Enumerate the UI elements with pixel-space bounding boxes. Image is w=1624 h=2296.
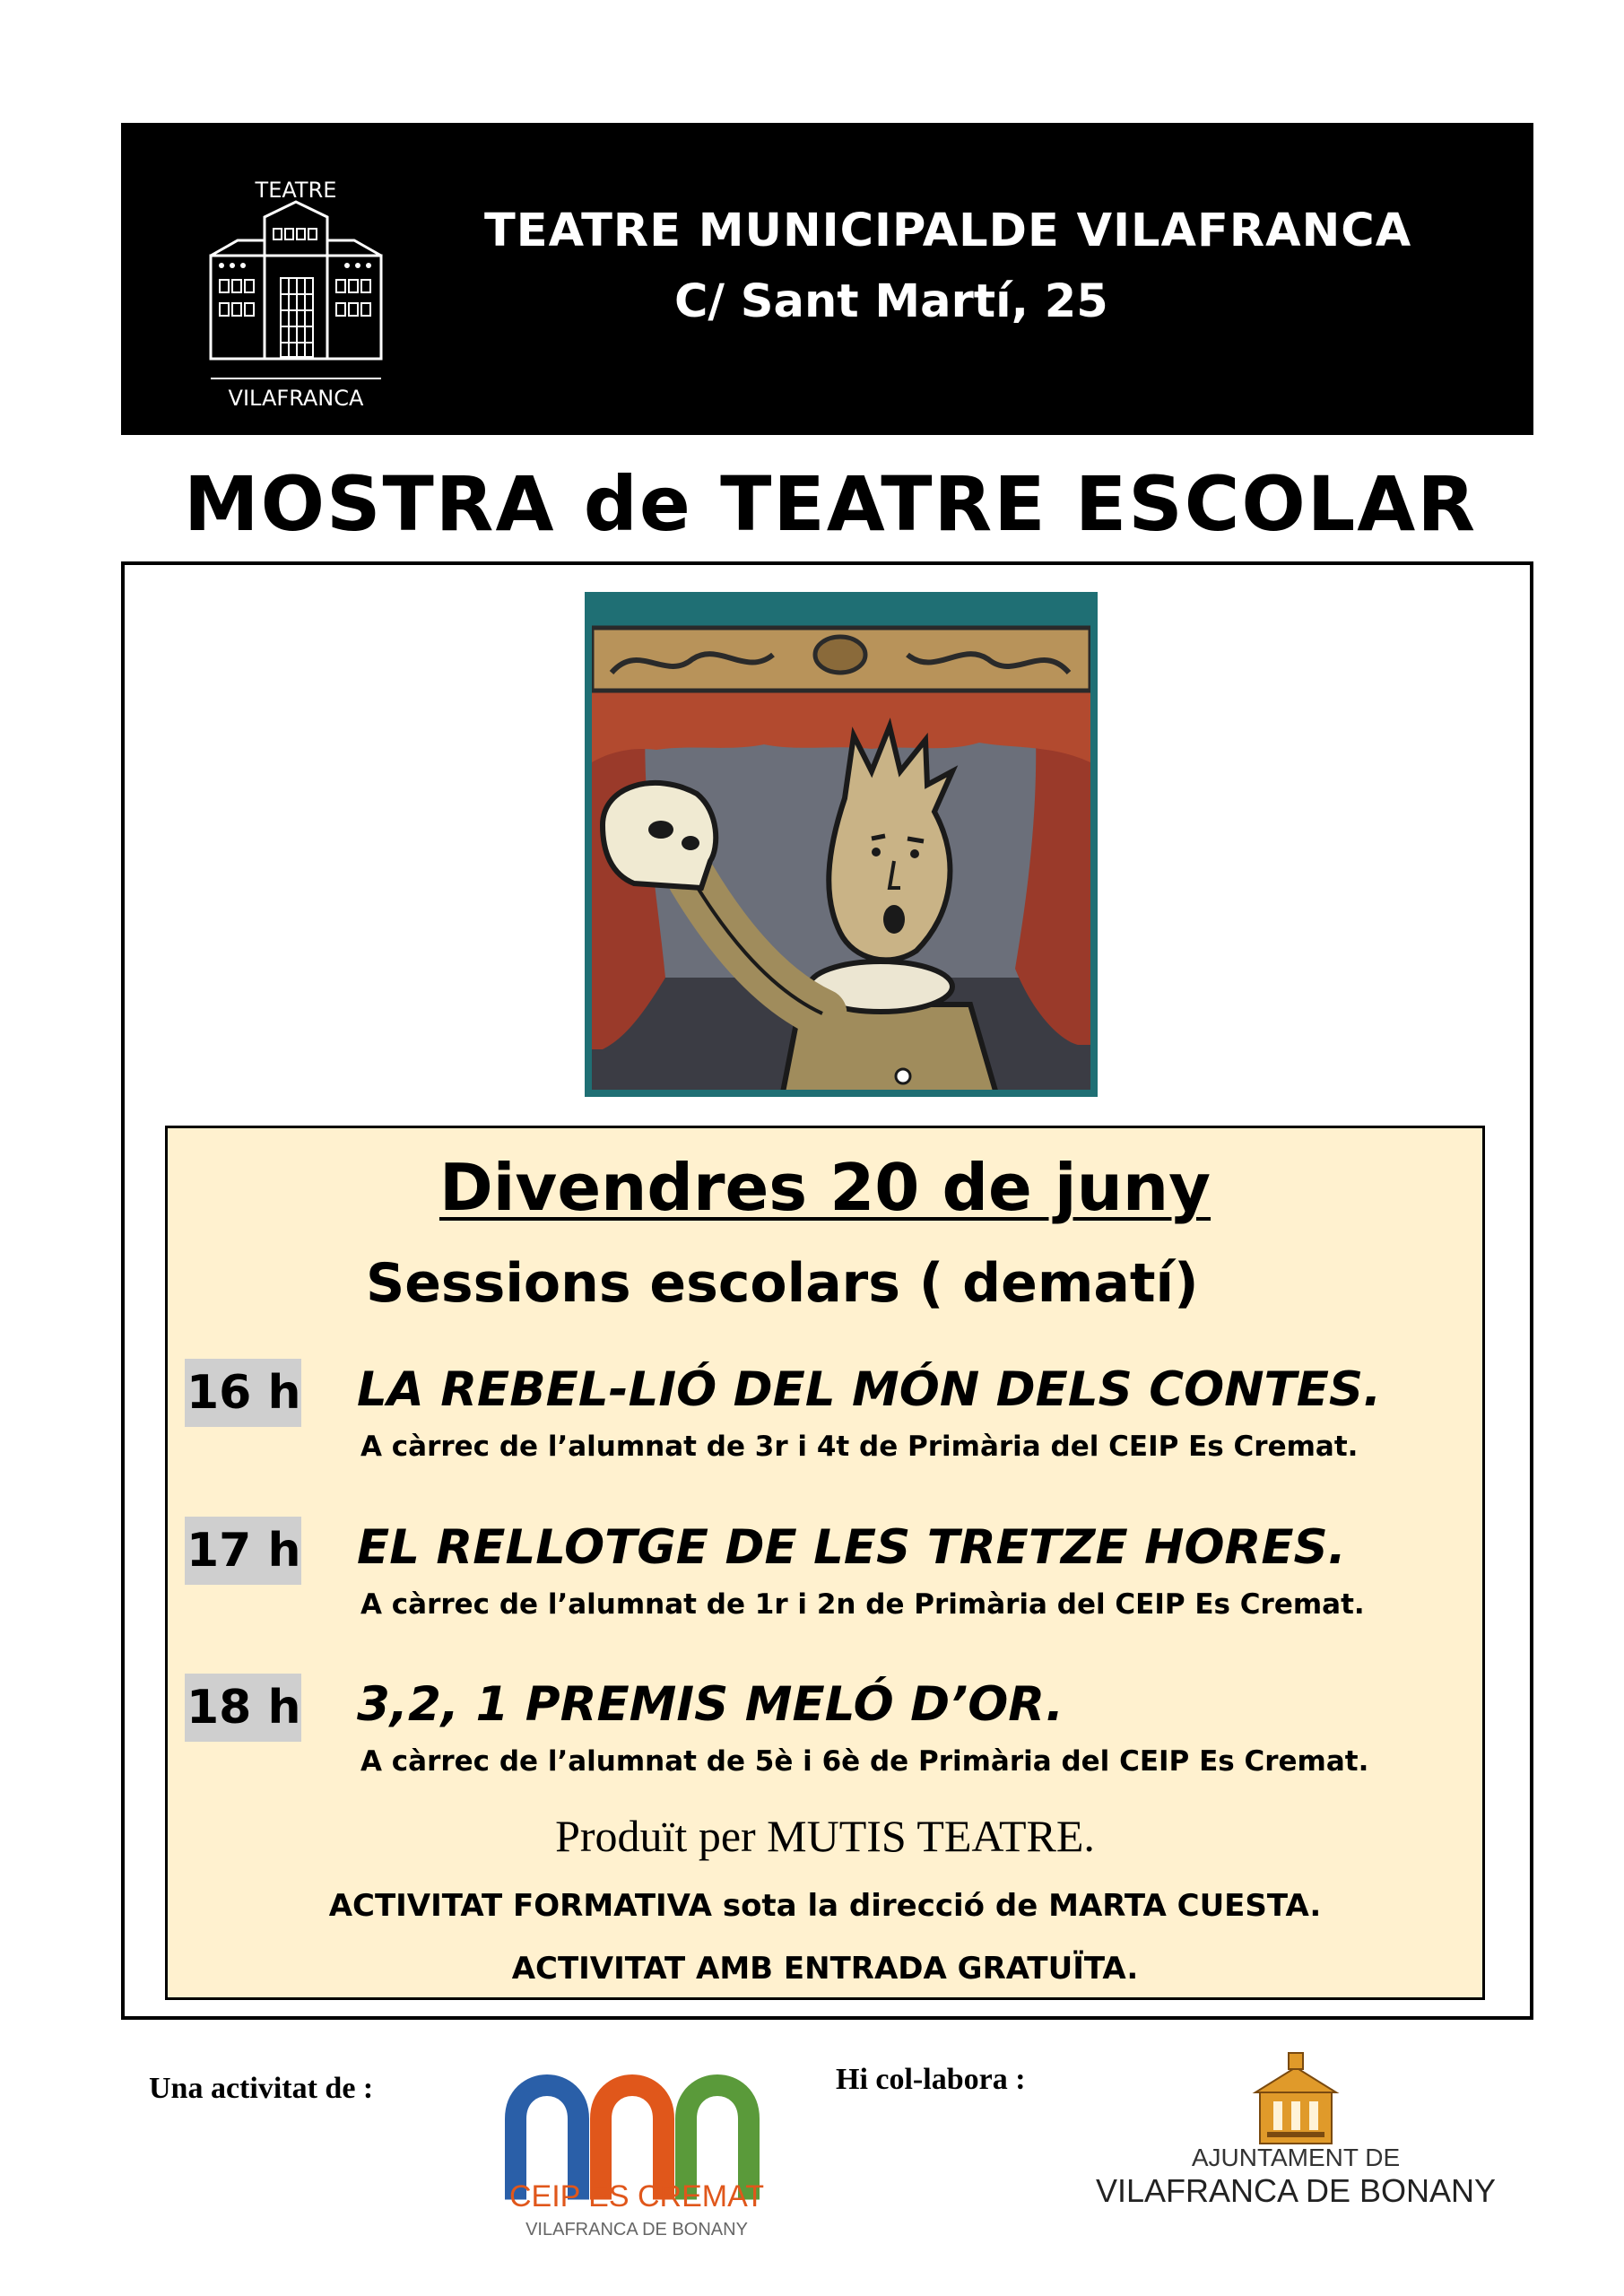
time-badge: 18 h [185,1674,301,1742]
producer-line: Produït per MUTIS TEATRE. [555,1811,1095,1861]
venue-address: C/ Sant Martí, 25 [674,275,1108,328]
collab-label: Hi col-labora : [836,2063,1026,2096]
time-badge: 17 h [185,1517,301,1585]
ajuntament-crest-logo-icon [1251,2049,1341,2146]
hamlet-actor-illustration-icon [585,592,1098,1097]
venue-name: TEATRE MUNICIPALDE VILAFRANCA [484,204,1412,257]
play-title: LA REBEL-LIÓ DEL MÓN DELS CONTES. [357,1362,1382,1417]
council-name-line1: AJUNTAMENT DE [1191,2144,1401,2171]
council-name-line2: VILAFRANCA DE BONANY [1095,2172,1497,2209]
free-entry-line: ACTIVITAT AMB ENTRADA GRATUÏTA. [511,1951,1139,1987]
time-badge: 16 h [185,1359,301,1427]
logo-top-text: TEATRE [255,179,337,203]
sessions-heading: Sessions escolars ( dematí) [366,1252,1199,1315]
activity-label: Una activitat de : [149,2072,374,2105]
play-title: EL RELLOTGE DE LES TRETZE HORES. [357,1520,1346,1575]
formative-line: ACTIVITAT FORMATIVA sota la direcció de MARTA CUESTA. [328,1888,1322,1924]
logo-bottom-text: VILAFRANCA [228,386,364,411]
theatre-building-logo-icon [202,179,390,414]
play-credit: A càrrec de l’alumnat de 1r i 2n de Primària del CEIP Es Cremat. [360,1588,1365,1621]
play-credit: A càrrec de l’alumnat de 5è i 6è de Primària del CEIP Es Cremat. [360,1745,1369,1778]
school-town: VILAFRANCA DE BONANY [525,2220,748,2239]
date-heading: Divendres 20 de juny [439,1150,1211,1225]
school-name: CEIP ES CREMAT [508,2179,765,2213]
event-title: MOSTRA de TEATRE ESCOLAR [184,460,1477,548]
play-title: 3,2, 1 PREMIS MELÓ D’OR. [357,1677,1064,1732]
play-credit: A càrrec de l’alumnat de 3r i 4t de Primària del CEIP Es Cremat. [360,1431,1359,1463]
